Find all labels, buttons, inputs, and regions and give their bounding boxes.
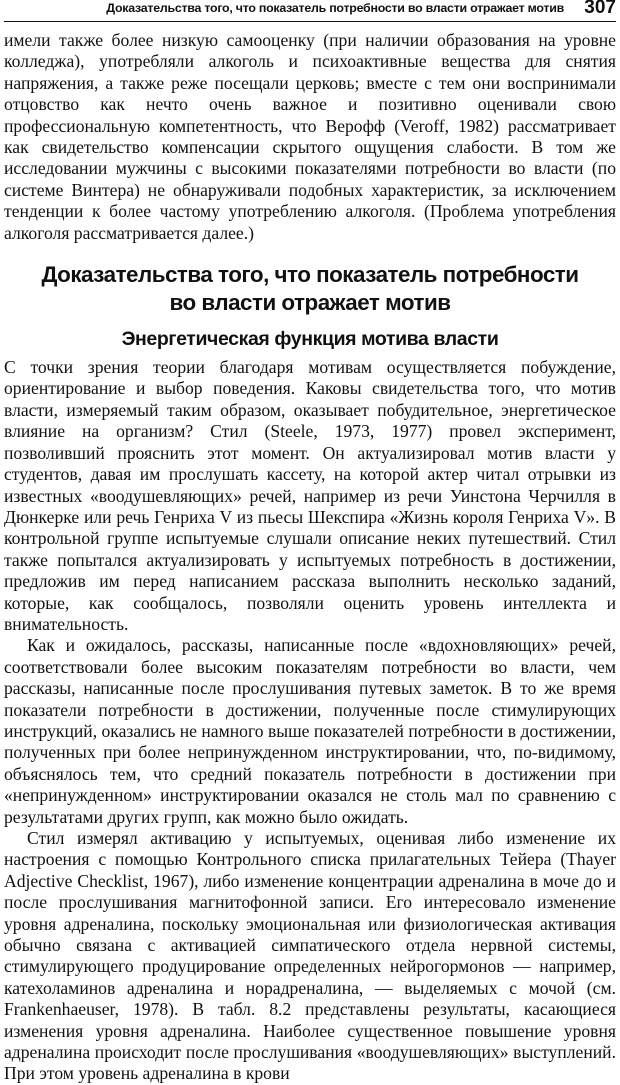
section-heading-line-1: Доказательства того, что показатель потребности [41,262,579,288]
subsection-heading: Энергетическая функция мотива власти [121,328,499,351]
paragraph: С точки зрения теории благодаря мотивам осуществляется побуждение, ориентирование и выбор поведения. Каковы свидетельства того, что мотив власти, измеряемый таким образом, оказывает побудительное, энергетическое влияние на организм? Стил (Steele, 1973, 1977) провел эксперимент, позволивший прояснить этот момент. Он актуализировал мотив власти у студентов, давая им прослушать кассету, на которой актер читал отрывки из известных «воодушевляющих» речей, например из речи Уинстона Черчилля в Дюнкерке или речь Генриха V из пьесы Шекспира «Жизнь короля Генриха V». В контрольной группе испытуемые слушали описание неких путешествий. Стил также попытался актуализировать у испытуемых потребность в достижении, предложив им перед написанием рассказа выполнить несколько заданий, которые, как сообщалось, позволяли оценить уровень интеллекта и внимательность. [4,357,616,634]
running-title: Доказательства того, что показатель потребности во власти отражает мотив [106,1,564,15]
section-heading-line-2: во власти отражает мотив [169,290,451,316]
page-body [4,30,616,1085]
section-heading [4,261,616,317]
paragraph-continued: имели также более низкую самооценку (при наличии образования на уровне колледжа), употребляли алкоголь и психоактивные вещества для снятия напряжения, а также реже посещали церковь; вместе с тем они воспринимали отцовство как нечто очень важное и позитивно оценивали свою профессиональную компетентность, что Верофф (Veroff, 1982) рассматривает как свидетельство компенсации скрытого ощущения слабости. В том же исследовании мужчины с высокими показателями потребности во власти (по системе Винтера) не обнаруживали подобных характеристик, за исключением тенденции к более частому употреблению алкоголя. (Проблема употребления алкоголя рассматривается далее.) [4,30,616,243]
paragraph: Стил измерял активацию у испытуемых, оценивая либо изменение их настроения с помощью Контрольного списка прилагательных Тейера (Thayer Adjective Checklist, 1967), либо изменение концентрации адреналина в моче до и после прослушивания магнитофонной записи. Его интересовало изменение уровня адреналина, поскольку эмоциональная или физиологическая активация обычно связана с активацией симпатического отдела нервной системы, стимулирующего продуцирование определенных нейрогормонов — например, катехоламинов адреналина и норадреналина, — выделяемых с мочой (см. Frankenhaeuser, 1978). В табл. 8.2 представлены результаты, касающиеся изменения уровня адреналина. Наиболее существенное повышение уровня адреналина происходит после прослушивания «воодушевляющих» выступлений. При этом уровень адреналина в крови [4,828,616,1084]
running-header [4,0,616,22]
page-number: 307 [584,0,616,18]
paragraph: Как и ожидалось, рассказы, написанные после «вдохновляющих» речей, соответствовали более высоким показателям потребности во власти, чем рассказы, написанные после прослушивания путевых заметок. В то же время показатели потребности в достижении, полученные после стимулирующих инструкций, оказались не намного выше показателей потребности в достижении, полученных при более непринужденном инструктировании, что, по-видимому, объяснялось тем, что средний показатель потребности в достижении при «непринужденном» инструктировании оказался не столь мал по сравнению с результатами других групп, как можно было ожидать. [4,635,616,827]
